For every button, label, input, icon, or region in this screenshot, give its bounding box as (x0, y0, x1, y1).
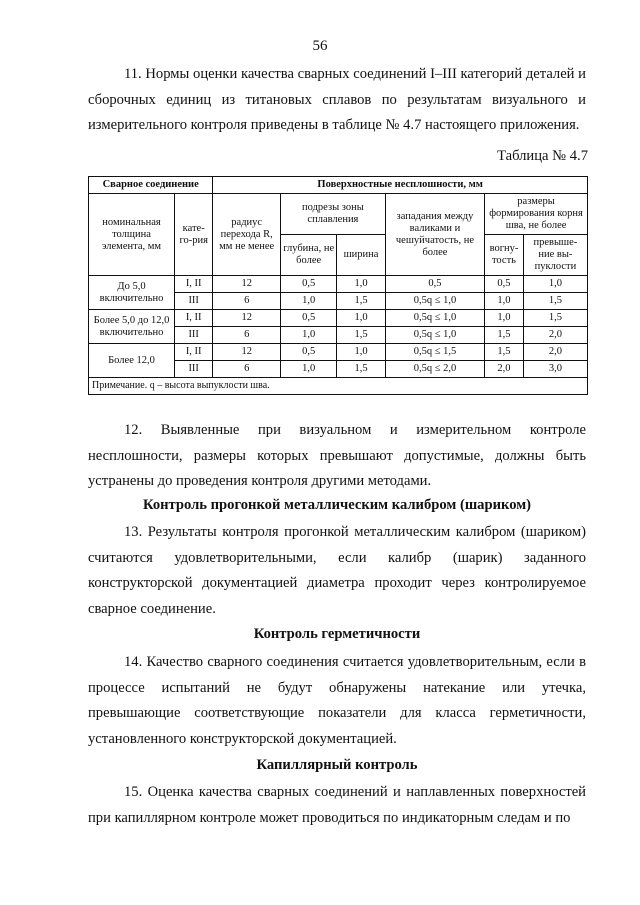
header-sag: западания между валиками и чешуйчатость, не более (385, 194, 484, 276)
table-note: Примечание. q – высота выпуклости шва. (89, 378, 588, 395)
heading-ball-test: Контроль прогонкой металлическим калибром (шариком) (142, 497, 532, 513)
cell-depth: 0,5 (281, 276, 337, 293)
cell-category: III (175, 361, 213, 378)
cell-width: 1,0 (337, 310, 386, 327)
cell-sag: 0,5q ≤ 1,0 (385, 310, 484, 327)
cell-thickness: До 5,0 включительно (89, 276, 175, 310)
cell-depth: 1,0 (281, 361, 337, 378)
cell-radius: 6 (213, 361, 281, 378)
header-defects: Поверхностные несплошности, мм (213, 177, 588, 194)
cell-convex: 1,0 (523, 276, 587, 293)
page-number: 56 (312, 38, 328, 54)
cell-concave: 1,0 (485, 293, 524, 310)
paragraph-13: 13. Результаты контроля прогонкой металлическим калибром (шариком) считаются удовлетворительными, если калибр (шарик) заданного конструкторской документацией диаметра проходит через контролируемое сварное соединение. (88, 524, 586, 617)
cell-category: I, II (175, 276, 213, 293)
header-root: размеры формирования корня шва, не более (485, 194, 588, 235)
header-width: ширина (337, 235, 386, 276)
cell-radius: 12 (213, 344, 281, 361)
cell-depth: 1,0 (281, 327, 337, 344)
cell-convex: 3,0 (523, 361, 587, 378)
header-weld: Сварное соединение (89, 177, 213, 194)
cell-radius: 6 (213, 327, 281, 344)
cell-category: III (175, 327, 213, 344)
heading-tightness: Контроль герметичности (253, 626, 421, 642)
cell-thickness: Более 5,0 до 12,0 включительно (89, 310, 175, 344)
cell-category: I, II (175, 310, 213, 327)
paragraph-11: 11. Нормы оценки качества сварных соединений I–III категорий деталей и сборочных единиц из титановых сплавов по результатам визуального и измерительного контроля приведены в таблице № 4.7 настоящего приложения. (88, 66, 586, 133)
cell-depth: 1,0 (281, 293, 337, 310)
cell-sag: 0,5q ≤ 1,5 (385, 344, 484, 361)
cell-thickness: Более 12,0 (89, 344, 175, 378)
paragraph-14: 14. Качество сварного соединения считается удовлетворительным, если в процессе испытаний не будут обнаружены натекание или утечка, превышающие соответствующие показатели для класса герметичности, установленного конструкторской документацией. (88, 654, 586, 747)
cell-width: 1,0 (337, 344, 386, 361)
cell-width: 1,0 (337, 276, 386, 293)
cell-width: 1,5 (337, 327, 386, 344)
table-row (89, 276, 588, 293)
cell-width: 1,5 (337, 293, 386, 310)
cell-sag: 0,5q ≤ 1,0 (385, 327, 484, 344)
header-radius: радиус перехода R, мм не менее (213, 194, 281, 276)
cell-concave: 0,5 (485, 276, 524, 293)
cell-category: III (175, 293, 213, 310)
cell-depth: 0,5 (281, 310, 337, 327)
cell-sag: 0,5q ≤ 1,0 (385, 293, 484, 310)
header-undercut: подрезы зоны сплавления (281, 194, 386, 235)
cell-category: I, II (175, 344, 213, 361)
cell-concave: 1,5 (485, 327, 524, 344)
cell-radius: 12 (213, 276, 281, 293)
heading-capillary: Капиллярный контроль (256, 757, 418, 773)
cell-convex: 1,5 (523, 310, 587, 327)
table-row (89, 344, 588, 361)
table-caption: Таблица № 4.7 (497, 148, 588, 164)
header-concave: вогну-тость (485, 235, 524, 276)
header-depth: глубина, не более (281, 235, 337, 276)
cell-sag: 0,5q ≤ 2,0 (385, 361, 484, 378)
cell-width: 1,5 (337, 361, 386, 378)
paragraph-12: 12. Выявленные при визуальном и измерительном контроле несплошности, размеры которых превышают допустимые, должны быть устранены до проведения контроля другими методами. (88, 422, 586, 489)
cell-convex: 2,0 (523, 327, 587, 344)
cell-convex: 1,5 (523, 293, 587, 310)
header-convex: превыше-ние вы-пуклости (523, 235, 587, 276)
table-row (89, 310, 588, 327)
cell-concave: 1,0 (485, 310, 524, 327)
cell-concave: 2,0 (485, 361, 524, 378)
cell-radius: 12 (213, 310, 281, 327)
norms-table (88, 176, 588, 395)
cell-sag: 0,5 (385, 276, 484, 293)
cell-radius: 6 (213, 293, 281, 310)
header-category: кате-го-рия (175, 194, 213, 276)
paragraph-15: 15. Оценка качества сварных соединений и наплавленных поверхностей при капиллярном контроле может проводиться по индикаторным следам и по (88, 784, 586, 826)
cell-convex: 2,0 (523, 344, 587, 361)
cell-depth: 0,5 (281, 344, 337, 361)
header-thickness: номинальная толщина элемента, мм (89, 194, 175, 276)
cell-concave: 1,5 (485, 344, 524, 361)
